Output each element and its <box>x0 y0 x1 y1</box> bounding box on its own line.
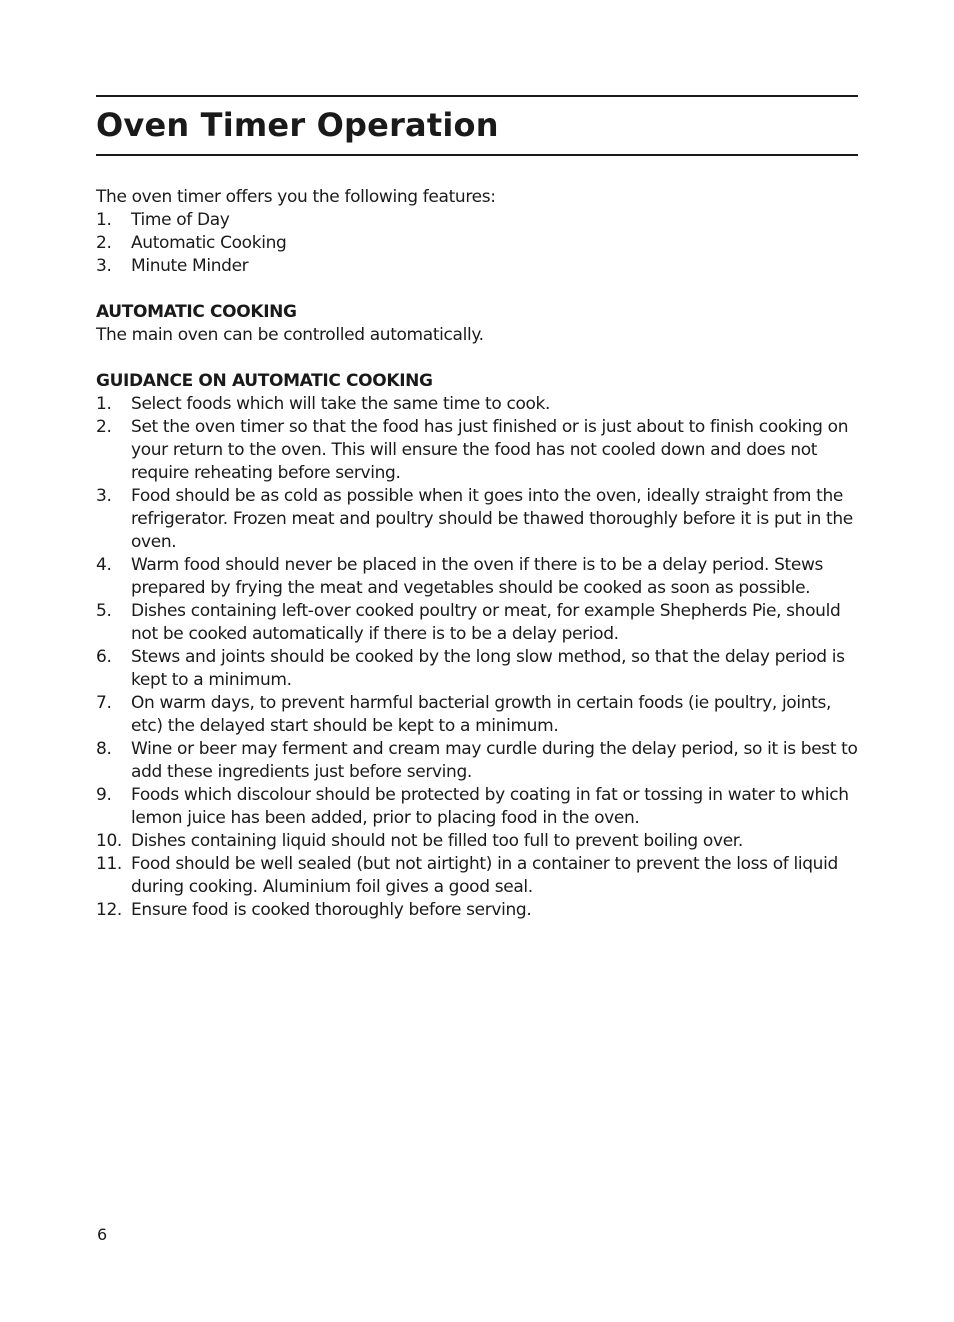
page-title: Oven Timer Operation <box>96 106 499 144</box>
features-list <box>96 209 858 278</box>
list-item <box>96 830 858 853</box>
list-item <box>96 416 858 485</box>
list-item-text: Stews and joints should be cooked by the long slow method, so that the delay period is kept to a minimum. <box>131 647 845 690</box>
list-item-number: 1. <box>96 394 112 414</box>
list-item <box>96 784 858 830</box>
list-item-number: 8. <box>96 739 112 759</box>
list-item-number: 6. <box>96 647 112 667</box>
list-item-number: 3. <box>96 486 112 506</box>
guidance-heading: GUIDANCE ON AUTOMATIC COOKING <box>96 371 433 391</box>
list-item-text: Warm food should never be placed in the oven if there is to be a delay period. Stews prepared by frying the meat and vegetables should be cooked as soon as possible. <box>131 555 824 598</box>
list-item-number: 4. <box>96 555 112 575</box>
list-item-number: 2. <box>96 233 112 253</box>
list-item-number: 2. <box>96 417 112 437</box>
list-item <box>96 646 858 692</box>
page-content <box>96 95 858 922</box>
list-item-text: Dishes containing left-over cooked poultry or meat, for example Shepherds Pie, should not be cooked automatically if there is to be a delay period. <box>131 601 841 644</box>
list-item <box>96 393 858 416</box>
list-item <box>96 209 858 232</box>
list-item-text: Set the oven timer so that the food has just finished or is just about to finish cooking on your return to the oven. This will ensure the food has not cooled down and does not require reheating before serving. <box>131 417 849 483</box>
list-item-text: Ensure food is cooked thoroughly before serving. <box>131 900 532 920</box>
list-item <box>96 738 858 784</box>
list-item-number: 5. <box>96 601 112 621</box>
list-item-text: Select foods which will take the same time to cook. <box>131 394 551 414</box>
list-item-text: Wine or beer may ferment and cream may curdle during the delay period, so it is best to add these ingredients just before serving. <box>131 739 858 782</box>
automatic-cooking-heading: AUTOMATIC COOKING <box>96 302 297 322</box>
list-item <box>96 485 858 554</box>
list-item-number: 9. <box>96 785 112 805</box>
list-item <box>96 899 858 922</box>
list-item <box>96 232 858 255</box>
title-block <box>96 95 858 156</box>
list-item-text: On warm days, to prevent harmful bacterial growth in certain foods (ie poultry, joints, etc) the delayed start should be kept to a minimum. <box>131 693 832 736</box>
intro-text: The oven timer offers you the following features: <box>96 187 496 207</box>
list-item-number: 12. <box>96 900 122 920</box>
list-item-text: Dishes containing liquid should not be filled too full to prevent boiling over. <box>131 831 743 851</box>
list-item <box>96 255 858 278</box>
list-item-text: Food should be well sealed (but not airtight) in a container to prevent the loss of liquid during cooking. Aluminium foil gives a good seal. <box>131 854 838 897</box>
guidance-list <box>96 393 858 922</box>
list-item-text: Foods which discolour should be protected by coating in fat or tossing in water to which lemon juice has been added, prior to placing food in the oven. <box>131 785 849 828</box>
list-item-text: Automatic Cooking <box>131 233 287 253</box>
list-item-text: Food should be as cold as possible when it goes into the oven, ideally straight from the refrigerator. Frozen meat and poultry should be thawed thoroughly before it is put in the oven. <box>131 486 853 552</box>
list-item <box>96 853 858 899</box>
list-item <box>96 692 858 738</box>
automatic-cooking-text: The main oven can be controlled automatically. <box>96 325 484 345</box>
list-item-number: 7. <box>96 693 112 713</box>
list-item <box>96 554 858 600</box>
list-item-text: Minute Minder <box>131 256 249 276</box>
page-number: 6 <box>97 1225 108 1244</box>
list-item <box>96 600 858 646</box>
list-item-number: 1. <box>96 210 112 230</box>
list-item-number: 11. <box>96 854 122 874</box>
list-item-number: 3. <box>96 256 112 276</box>
list-item-text: Time of Day <box>131 210 230 230</box>
list-item-number: 10. <box>96 831 122 851</box>
